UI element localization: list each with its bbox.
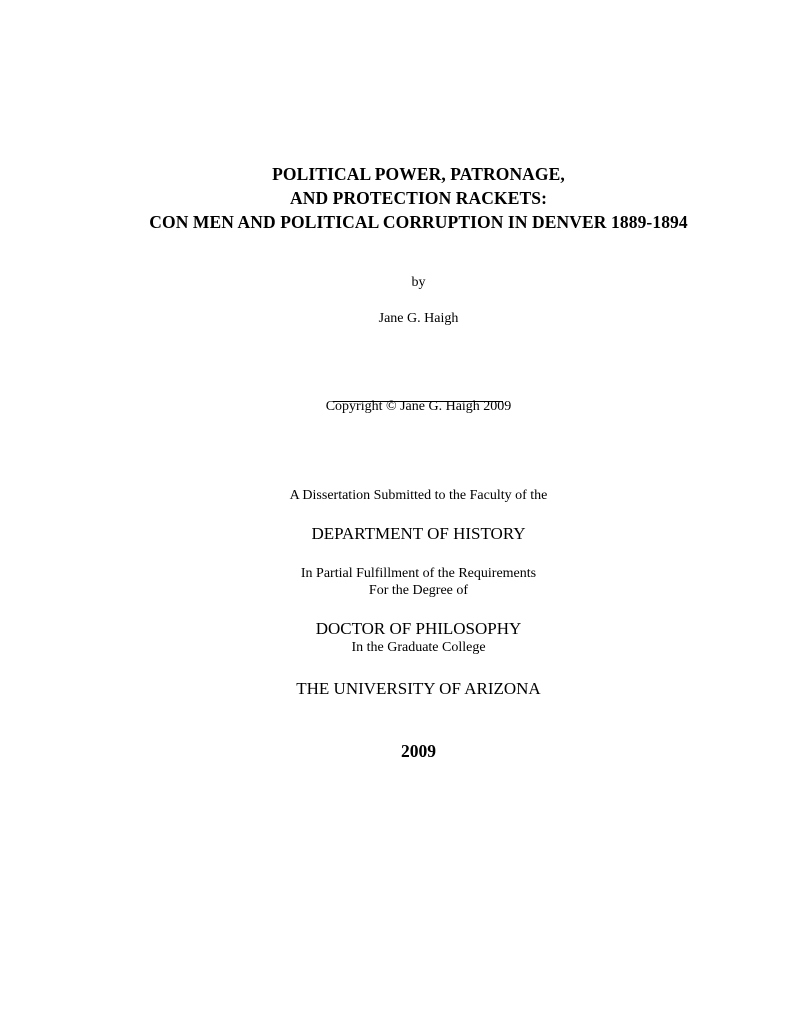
title-line-1: POLITICAL POWER, PATRONAGE, [272,164,565,184]
requirement-line-1: In Partial Fulfillment of the Requirements [300,566,537,581]
by-label: by [411,275,426,290]
submission-statement: A Dissertation Submitted to the Faculty of the [289,488,548,503]
title-line-3: CON MEN AND POLITICAL CORRUPTION IN DENVER 1889-1894 [149,212,688,232]
department-name: DEPARTMENT OF HISTORY [311,524,526,543]
graduate-college: In the Graduate College [351,640,486,655]
university-name: THE UNIVERSITY OF ARIZONA [296,679,541,698]
degree-name: DOCTOR OF PHILOSOPHY [315,619,522,638]
author-name: Jane G. Haigh [378,311,459,326]
title-line-2: AND PROTECTION RACKETS: [289,188,548,208]
copyright-notice: Copyright © Jane G. Haigh 2009 [325,399,512,414]
year: 2009 [401,741,436,761]
requirement-line-2: For the Degree of [368,583,469,598]
